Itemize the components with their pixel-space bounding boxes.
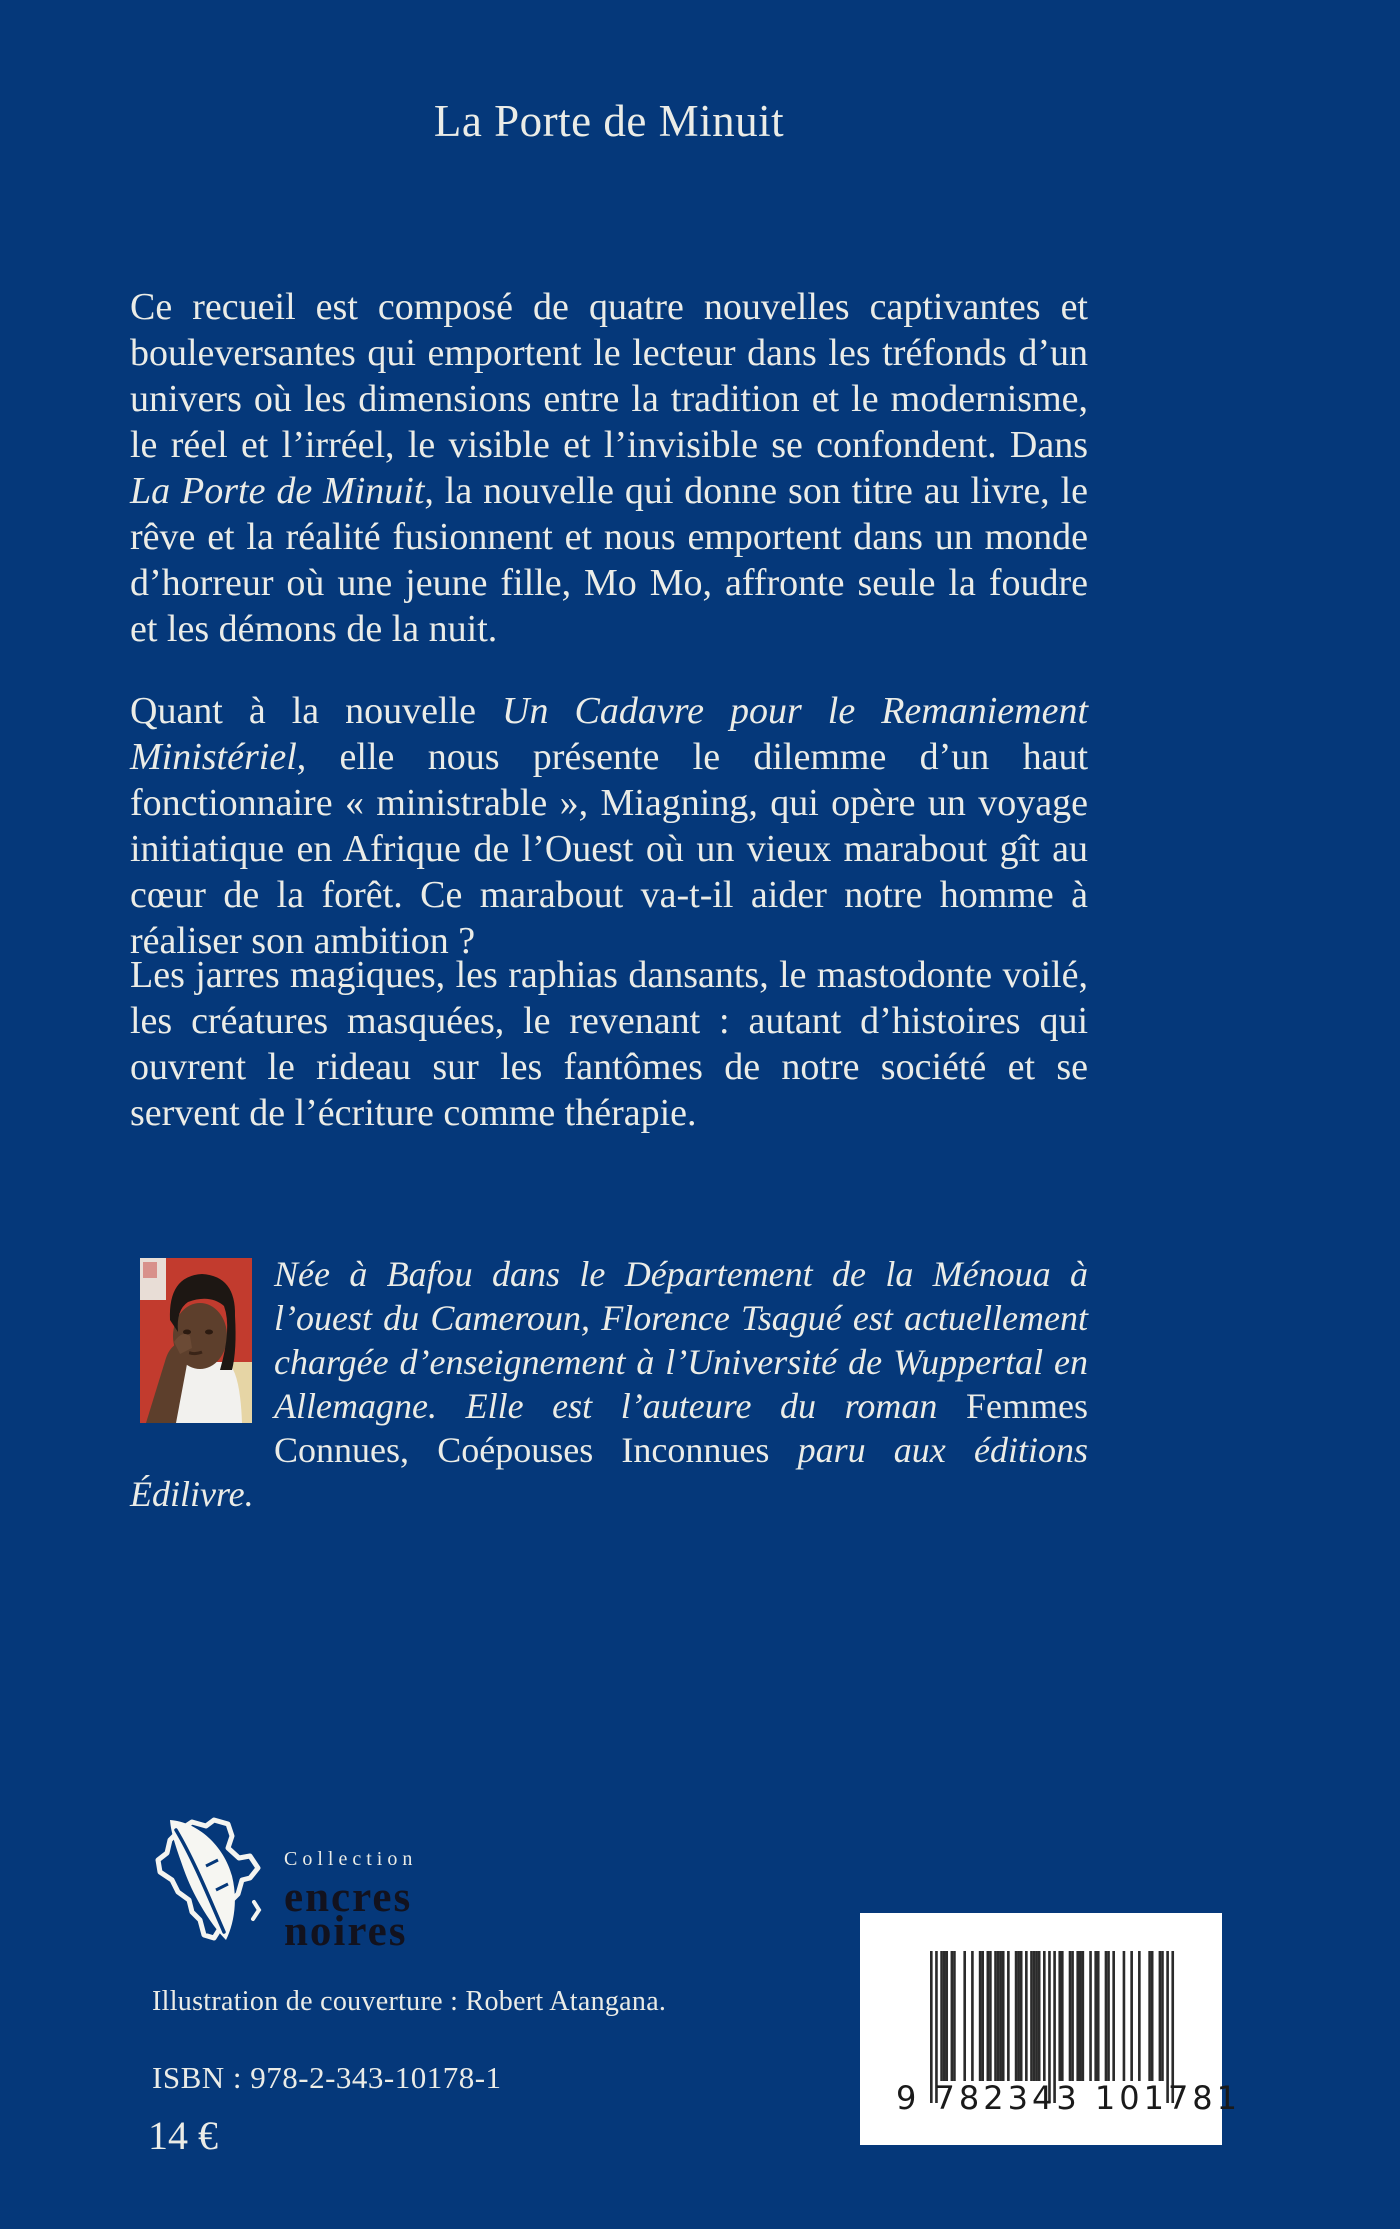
africa-feather-icon [142,1808,274,1960]
synopsis-paragraph-1: Ce recueil est composé de quatre nouvelles captivantes et bouleversantes qui emportent le lecteur dans les tréfonds d’un univers où les dimensions entre la tradition et le modernisme, le réel et l’irréel, le visible et l’invisible se confondent. Dans La Porte de Minuit, la nouvelle qui donne son titre au livre, le rêve et la réalité fusionnent et nous emportent dans un monde d’horreur où une jeune fille, Mo Mo, affronte seule la foudre et les démons de la nuit. [130,286,1088,650]
price: 14 € [148,2113,218,2158]
author-bio-text: Née à Bafou dans le Département de la Ménoua à l’ouest du Cameroun, Florence Tsagué est actuellement chargée d’enseignement à l’Université de Wuppertal en Allemagne. Elle est l’auteure du roman Femmes Connues, Coépouses Inconnues paru aux éditions Édilivre. [130,1254,1088,1514]
book-title: La Porte de Minuit [433,96,785,146]
logo-name-noires: noires [284,1908,408,1955]
collection-label: Collection [284,1848,418,1870]
collection-logo [142,1808,562,1978]
collection-logo-text [284,1848,418,1955]
author-bio [130,1252,1088,1516]
logo-name-encres: encres [284,1874,413,1921]
synopsis-paragraph-3: Les jarres magiques, les raphias dansants, le mastodonte voilé, les créatures masquées, le revenant : autant d’histoires qui ouvrent le rideau sur les fantômes de notre société et se servent de l’écriture comme thérapie. [130,954,1088,1134]
isbn-line: ISBN : 978-2-343-10178-1 [152,2060,502,2095]
barcode-number: 9 782343 101781 [896,2079,1242,2117]
cover-illustration-credit: Illustration de couverture : Robert Atangana. [152,1986,667,2017]
author-photo [140,1258,252,1423]
synopsis-paragraph-2: Quant à la nouvelle Un Cadavre pour le Remaniement Ministériel, elle nous présente le dilemme d’un haut fonctionnaire « ministrable », Miagning, qui opère un voyage initiatique en Afrique de l’Ouest où un vieux marabout gît au cœur de la forêt. Ce marabout va-t-il aider notre homme à réaliser son ambition ? [130,690,1088,962]
barcode [860,1913,1242,2145]
